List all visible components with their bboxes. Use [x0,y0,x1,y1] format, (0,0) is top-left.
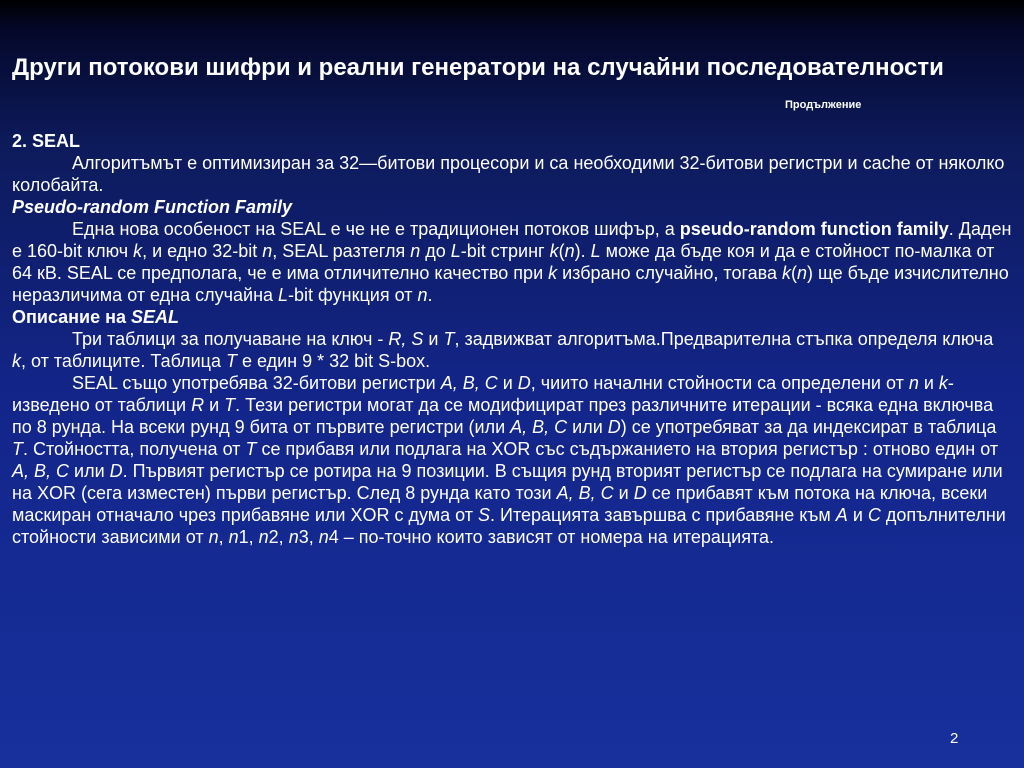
text-run: pseudo-random function family [679,219,949,239]
text-run: ) ще бъде изчислително неразличима от една случайна [12,263,1009,305]
text-run: 2, [268,527,289,547]
text-run: k [12,351,21,371]
text-run: , [218,527,229,547]
text-run: n [908,373,919,393]
text-run: A, B, C [556,483,614,503]
text-run: и [497,373,518,393]
text-run: D [517,373,531,393]
text-run: 3, [298,527,319,547]
text-run: n [797,263,808,283]
text-run: n [318,527,329,547]
text-run: и [204,395,225,415]
text-run: n [228,527,239,547]
text-run: A, B, C [12,461,70,481]
text-run: L [450,241,461,261]
text-run: T [225,351,237,371]
text-run: k [133,241,143,261]
text-run: T [12,439,23,459]
slide-subtitle: Продължение [785,99,862,111]
text-run: ( [791,263,798,283]
text-run: D [109,461,123,481]
text-run: . Стойността, получена от [23,439,246,459]
text-run: T [224,395,236,415]
text-run: A, B, C [440,373,498,393]
text-run: C [867,505,881,525]
text-run: и [613,483,634,503]
text-run: k [549,241,559,261]
text-run: 1, [238,527,259,547]
section-heading-description [12,306,1012,328]
text-run: . Даден е 160-bit ключ [12,219,1012,261]
text-run: допълнителни стойности зависими от [12,505,1006,547]
text-run: n [288,527,299,547]
paragraph-optimization: Алгоритъмът е оптимизиран за 32—битови процесори и са необходими 32-битови регистри и cache от няколко колобайта. [12,153,1005,195]
text-run: D [633,483,647,503]
text-run: и [918,373,939,393]
text-run: и [423,329,444,349]
text-run: до [420,241,451,261]
text-run: L [590,241,601,261]
text-run: , чиито начални стойности са определени от [530,373,909,393]
text-run: . Първият регистър се ротира на 9 позиции. В същия рунд вторият регистър се подлага на сумиране или на XOR (сега изместен) първи регистър. След 8 рунда като този [12,461,1003,503]
section-heading-seal: 2. SEAL [12,131,81,151]
paragraph-registers [12,372,1012,548]
text-run: n [410,241,421,261]
section-heading-description-em: SEAL [131,307,180,327]
text-run: 4 – по-точно които зависят от номера на итерацията. [328,527,775,547]
text-run: Три таблици за получаване на ключ - [72,329,389,349]
text-run: . [427,285,433,305]
text-run: L [278,285,289,305]
text-run: ) се употребяват за да индексират в таблица [620,417,997,437]
text-run: k [938,373,948,393]
text-run: . Тези регистри могат да се модифицират през различните итерации - всяка една включва по 8 рунда. На всеки рунд 9 бита от първите регистри (или [12,395,994,437]
text-run: е един 9 * 32 bit S-box. [236,351,431,371]
text-run: T [443,329,455,349]
text-run: се прибавят към потока на ключа, всеки маскиран отначало чрез прибавяне или XOR с дума от [12,483,988,525]
text-run: се прибавя или подлага на XOR със съдържанието на втория регистър : отново един от [256,439,999,459]
text-run: , SEAL разтегля [272,241,411,261]
text-run: n [564,241,575,261]
text-run: R [191,395,205,415]
text-run: SEAL също употребява 32-битови регистри [72,373,441,393]
text-run: ). [574,241,591,261]
text-run: или [69,461,110,481]
text-run: може да бъде коя и да е стойност по-малка от 64 кВ. SEAL се предполага, че е има отличително качество при [12,241,995,283]
text-run: k [548,263,558,283]
paragraph-tables [12,328,1012,372]
text-run: Една нова особеност на SEAL е че не е традиционен потоков шифър, а [72,219,680,239]
text-run: k [782,263,792,283]
text-run: n [208,527,219,547]
text-run: A [835,505,848,525]
text-run: R, S [388,329,424,349]
page-number: 2 [950,730,959,747]
slide-body [12,130,1012,548]
text-run: , задвижват алгоритъма.Предварителна стъпка определя ключа [454,329,994,349]
text-run: n [262,241,273,261]
text-run: , и едно 32-bit [142,241,263,261]
text-run: . Итерацията завършва с прибавяне към [490,505,836,525]
text-run: T [245,439,257,459]
section-heading-prf-text: Pseudo-random Function Family [12,197,293,217]
text-run: -bit функция от [288,285,418,305]
text-run: n [258,527,269,547]
section-heading-prf [12,196,1012,218]
text-run: -bit стринг [460,241,550,261]
text-run: n [417,285,428,305]
section-heading-description-text: Описание на [12,307,132,327]
text-run: D [607,417,621,437]
slide-title: Други потокови шифри и реални генератори на случайни последователности [12,54,944,81]
text-run: ( [558,241,565,261]
paragraph-prf [12,218,1012,306]
text-run: A, B, C [510,417,568,437]
text-run: или [567,417,608,437]
text-run: избрано случайно, тогава [557,263,783,283]
text-run: и [847,505,868,525]
text-run: - изведено от таблици [12,373,954,415]
text-run: S [478,505,491,525]
text-run: , от таблиците. Таблица [21,351,226,371]
